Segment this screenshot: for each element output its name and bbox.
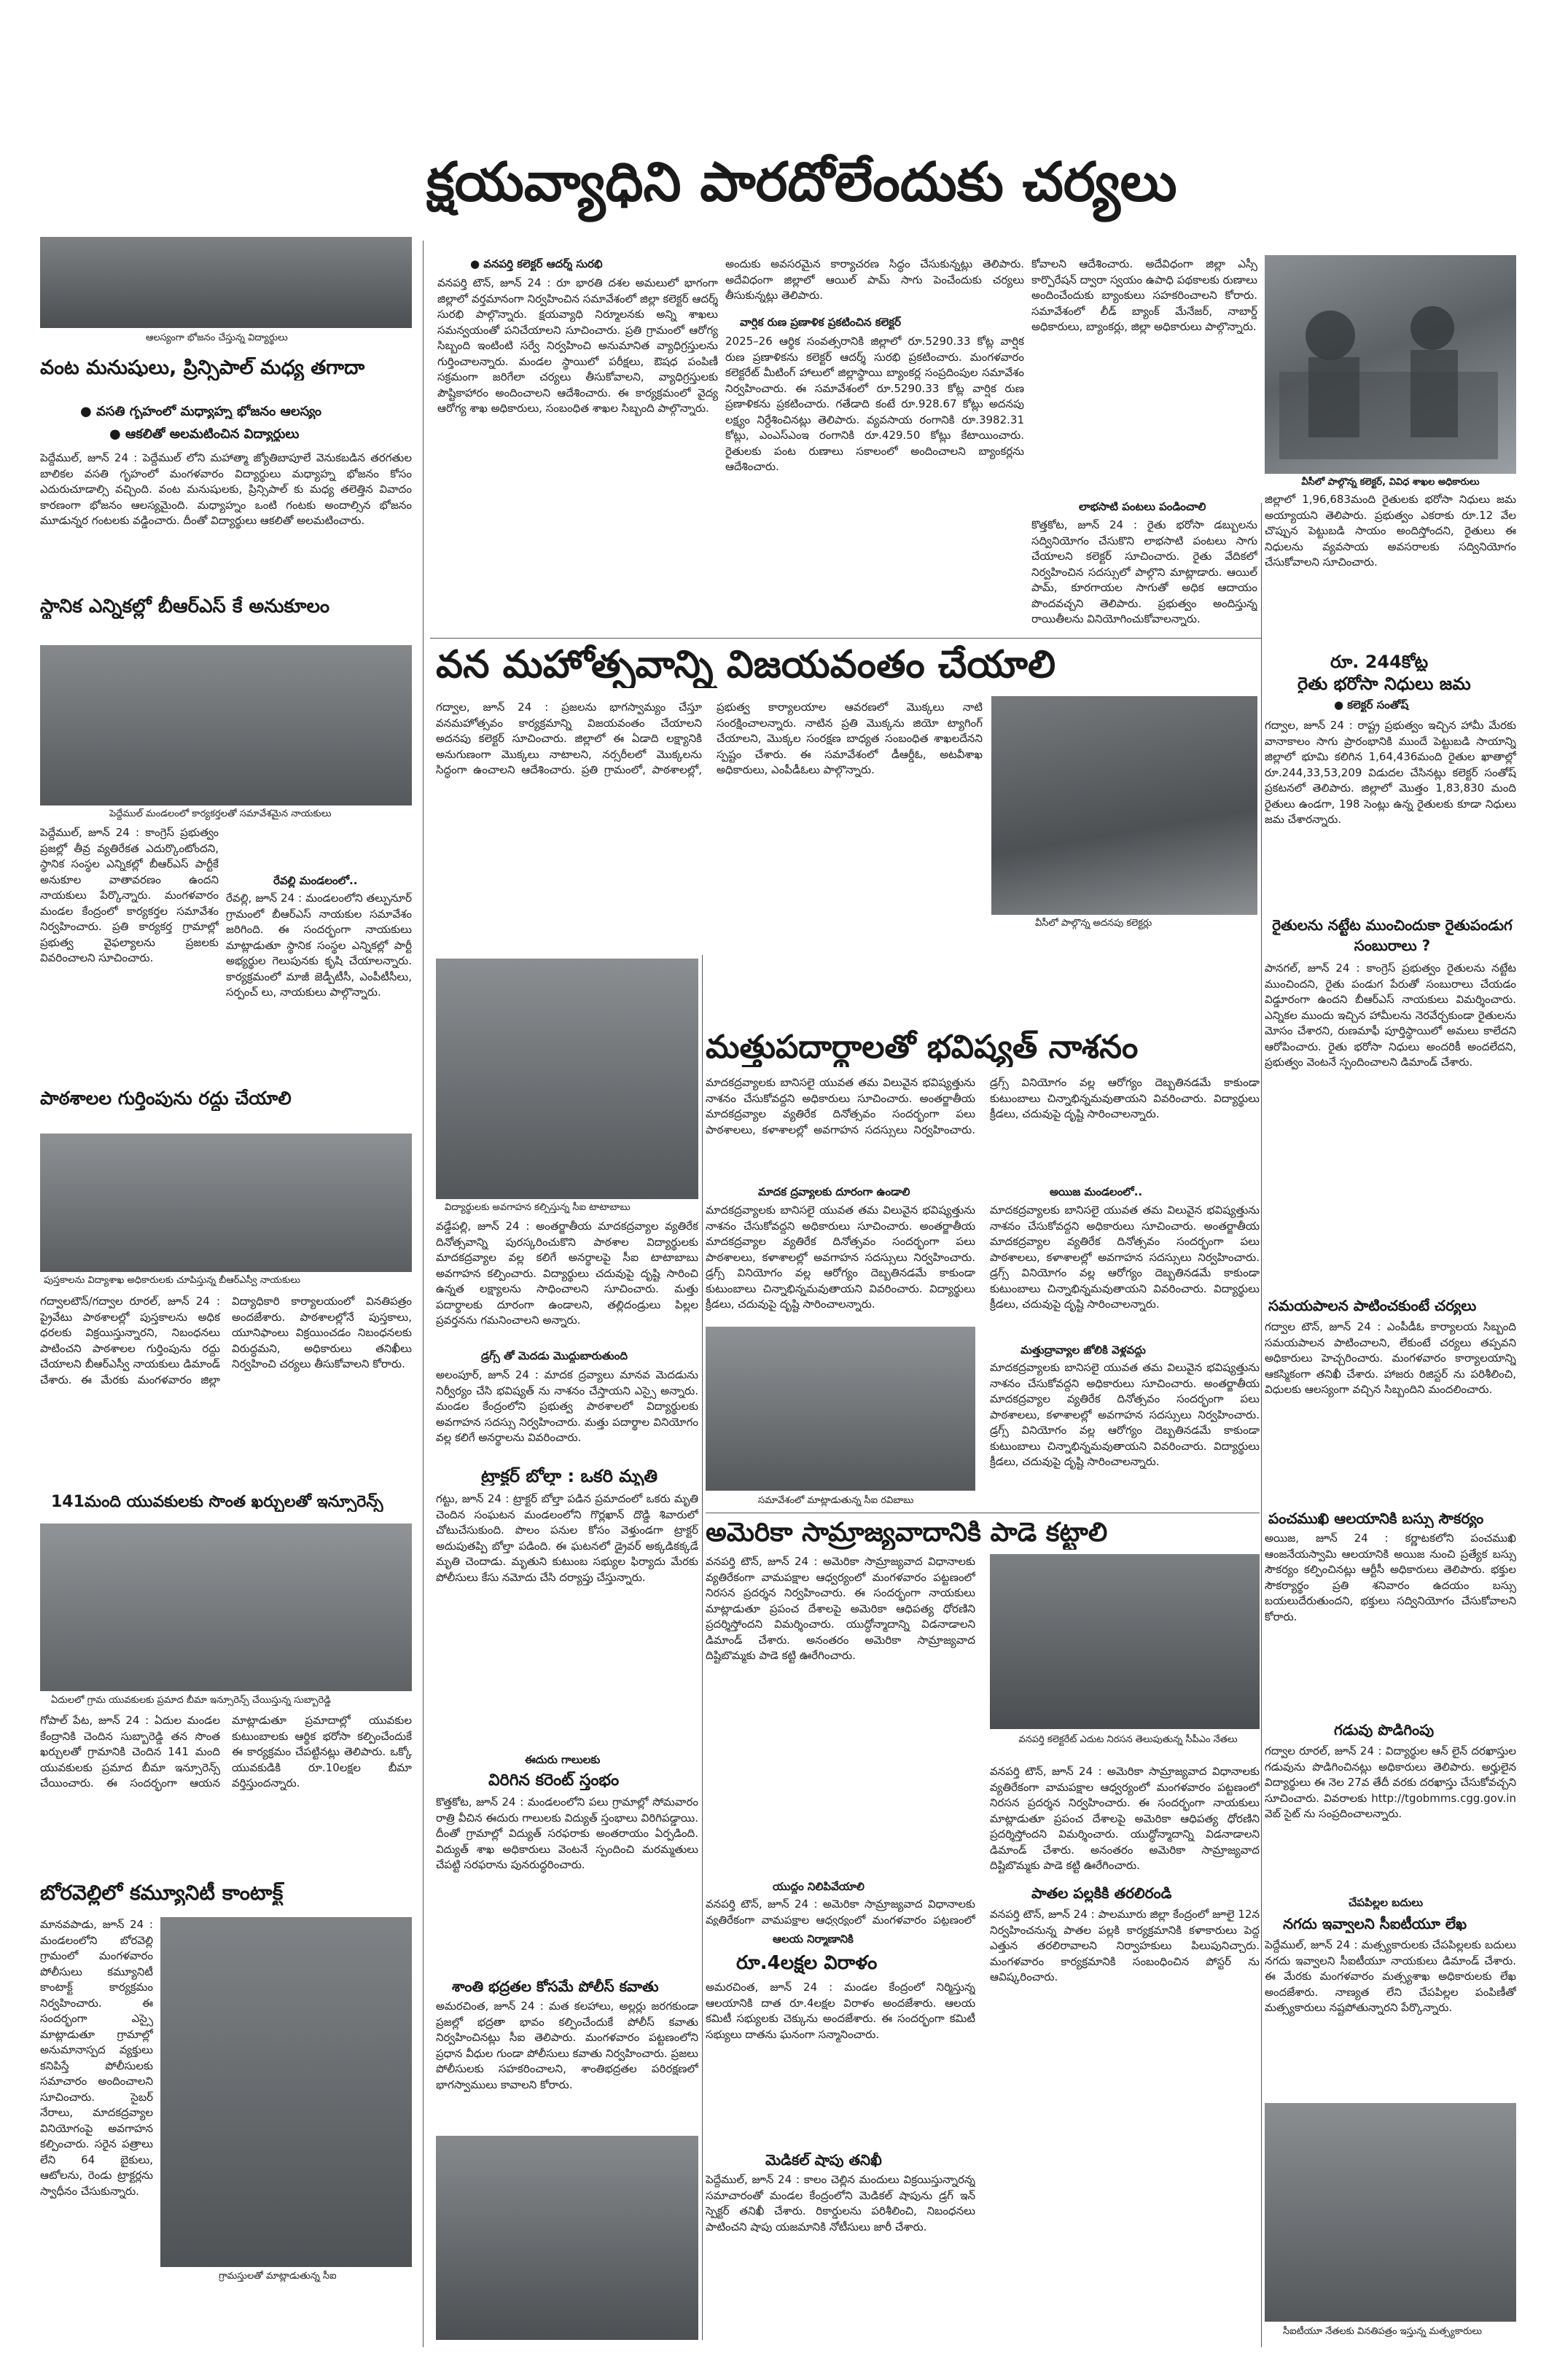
photo-brsv-books bbox=[40, 1134, 412, 1272]
drugs-body-2: మాదకద్రవ్యాలకు బానిసలై యువత తమ విలువైన భవిష్యత్తును నాశనం చేసుకోవద్దని అధికారులు సూచించారు. అంతర్జాతీయ మాదకద్రవ్యాల వ్యతిరేక దినోత్సవం సందర్భంగా పలు పాఠశాలలు, కళాశాలల్లో అవగాహన సదస్సులు నిర్వహించారు. డ్రగ్స్ వినియోగం వల్ల ఆరోగ్యం దెబ్బతినడమే కాకుండా కుటుంబాలు చిన్నాభిన్నమవుతాయని వివరించారు. విద్యార్థులు క్రీడలు, చదువుపై దృష్టి సారించాలన్నారు. bbox=[706, 1203, 975, 1311]
photo-illustration bbox=[1265, 255, 1516, 474]
vanamahotsav-headline: వన మహోత్సవాన్ని విజయవంతం చేయాలి bbox=[436, 643, 1056, 687]
photo-community-contact bbox=[160, 1917, 412, 2267]
ci-body: వడ్డేపల్లి, జూన్ 24 : అంతర్జాతీయ మాదకద్రవ్యాల వ్యతిరేక దినోత్సవాన్ని పురస్కరించుకొని పాఠశాల విద్యార్థులకు మాదకద్రవ్యాల వల్ల కలిగే అనర్థాలపై సీఐ టాటాబాబు అవగాహన కల్పించారు. విద్యార్థులు చదువుపై దృష్టి సారించి ఉన్నత లక్ష్యాలను సాధించాలని సూచించారు. మత్తు పదార్థాలకు దూరంగా ఉండాలని, తల్లిదండ్రులు పిల్లల ప్రవర్తనను గమనించాలని అన్నారు. bbox=[436, 1220, 698, 1327]
photo-citu bbox=[1265, 2103, 1516, 2322]
rythu-body-2: గద్వాల, జూన్ 24 : రాష్ట్ర ప్రభుత్వం ఇచ్చిన హామీ మేరకు వానాకాలం సాగు ప్రారంభానికి ముందే పెట్టుబడి సాయాన్ని జిల్లాలో భూమి కలిగిన 1,64,436మంది రైతుల ఖాతాల్లో రూ.244,33,53,209 విడుదల చేసినట్లు కలెక్టర్ సంతోష్ ప్రకటనలో తెలిపారు. జిల్లాలో మొత్తం 1,83,830 మంది రైతులు ఉండగా, 198 సెంట్లు ఉన్న రైతులకు కూడా నిధులు జమ చేశారన్నారు. bbox=[1265, 719, 1516, 826]
photo-cpm-protest bbox=[990, 1554, 1260, 1729]
drugs-sub-3: మత్తుద్రావ్యాల జోలికి వెళ్లవద్దు bbox=[1021, 1343, 1146, 1357]
palki-headline: పాతల పల్లకికి తరలిరండి bbox=[1031, 1884, 1172, 1902]
drugs-body-3: మాదకద్రవ్యాలకు బానిసలై యువత తమ విలువైన భవిష్యత్తును నాశనం చేసుకోవద్దని అధికారులు సూచించారు. అంతర్జాతీయ మాదకద్రవ్యాల వ్యతిరేక దినోత్సవం సందర్భంగా పలు పాఠశాలలు, కళాశాలల్లో అవగాహన సదస్సులు నిర్వహించారు. డ్రగ్స్ వినియోగం వల్ల ఆరోగ్యం దెబ్బతినడమే కాకుండా కుటుంబాలు చిన్నాభిన్నమవుతాయని వివరించారు. విద్యార్థులు క్రీడలు, చదువుపై దృష్టి సారించాలన్నారు. bbox=[990, 1203, 1260, 1311]
drugs-headline: మత్తుపదార్థాలతో భవిష్యత్ నాశనం bbox=[706, 1029, 1139, 1066]
america-headline: అమెరికా సామ్రాజ్యవాదానికి పాడె కట్టాలి bbox=[706, 1518, 1108, 1548]
column-divider bbox=[423, 241, 424, 2347]
photo-caption-community: గ్రామస్తులతో మాట్లాడుతున్న సీఐ bbox=[219, 2271, 337, 2282]
pole-headline: విరిగిన కరెంట్ స్తంభం bbox=[488, 1771, 620, 1790]
photo-party-meeting bbox=[40, 645, 412, 805]
photo-ci-students bbox=[436, 959, 698, 1199]
drugs-body-4: మాదకద్రవ్యాలకు బానిసలై యువత తమ విలువైన భవిష్యత్తును నాశనం చేసుకోవద్దని అధికారులు సూచించారు. అంతర్జాతీయ మాదకద్రవ్యాల వ్యతిరేక దినోత్సవం సందర్భంగా పలు పాఠశాలలు, కళాశాలల్లో అవగాహన సదస్సులు నిర్వహించారు. డ్రగ్స్ వినియోగం వల్ల ఆరోగ్యం దెబ్బతినడమే కాకుండా కుటుంబాలు చిన్నాభిన్నమవుతాయని వివరించారు. విద్యార్థులు క్రీడలు, చదువుపై దృష్టి సారించాలన్నారు. bbox=[990, 1361, 1260, 1468]
photo-police-parade bbox=[436, 2136, 698, 2340]
vanamahotsav-body: గద్వాల, జూన్ 24 : ప్రజలను భాగస్వామ్యం చేస్తూ వనమహోత్సవం కార్యక్రమాన్ని విజయవంతం చేయాలని అదనపు కలెక్టర్ సూచించారు. జిల్లాలో ఈ ఏడాది లక్ష్యానికి అనుగుణంగా మొక్కలు నాటాలని, నర్సరీలలో మొక్కలను సిద్ధంగా ఉంచాలని ఆదేశించారు. ప్రతి గ్రామంలో, పాఠశాలల్లో, ప్రభుత్వ కార్యాలయాల ఆవరణలో మొక్కలు నాటి సంరక్షించాలన్నారు. నాటిన ప్రతి మొక్కను జియో ట్యాగింగ్ చేయాలని, మొక్కల సంరక్షణ బాధ్యత సంబంధిత శాఖలదేనని స్పష్టం చేశారు. ఈ సమావేశంలో డీఆర్డీఓ, అటవీశాఖ అధికారులు, ఎంపీడీఓలు పాల్గొన్నారు. bbox=[436, 701, 983, 776]
medical-shop-headline: మెడికల్ షాపు తనిఖీ bbox=[765, 2151, 882, 2169]
war-body: వనపర్తి టౌన్, జూన్ 24 : అమెరికా సామ్రాజ్యవాద విధానాలకు వ్యతిరేకంగా వామపక్షాల ఆధ్వర్యంలో మంగళవారం పట్టణంలో bbox=[706, 1897, 975, 1926]
drugs-sub-1: మాదక ద్రవ్యాలకు దూరంగా ఉండాలి bbox=[758, 1185, 910, 1198]
rythu-headline: రైతు భరోసా నిధులు జమ bbox=[1298, 674, 1471, 693]
photo-caption-right: వీసీలో పాల్గొన్న కలెక్టర్, వివిధ శాఖల అధికారులు bbox=[1301, 477, 1480, 488]
top-story-body-4: కోవాలని ఆదేశించారు. అదేవిధంగా జిల్లా ఎస్సీ కార్పొరేషన్ ద్వారా స్వయం ఉపాధి పథకాలకు రుణాలు అందించేందుకు బ్యాంకులు సహకరించాలని కోరారు. సమావేశంలో లీడ్ బ్యాంక్ మేనేజర్, నాబార్డ్ అధికారులు, బ్యాంకర్లు, జిల్లా అధికారులు పాల్గొన్నారు. bbox=[1031, 257, 1257, 333]
wind-kicker: ఈదురు గాలులకు bbox=[525, 1753, 601, 1766]
rythu-festival-body: పానగల్, జూన్ 24 : కాంగ్రెస్ ప్రభుత్వం రైతులను నట్టేట ముంచిందని, రైతు పండుగ పేరుతో సంబురాలు చేయడం విడ్డూరంగా ఉందని బీఆర్ఎస్ నాయకులు విమర్శించారు. ఎన్నికల ముందు ఇచ్చిన హామీలను నెరవేర్చకుండా రైతులను మోసం చేశారని, రుణమాఫీ పూర్తిస్థాయిలో అమలు కాలేదని ఆరోపించారు. రైతు భరోసా నిధులు అందరికీ అందలేదని, ప్రభుత్వం వెంటనే స్పందించాలని డిమాండ్ చేశారు. bbox=[1265, 961, 1516, 1069]
photo-caption-hostel: ఆలస్యంగా భోజనం చేస్తున్న విద్యార్థులు bbox=[146, 332, 288, 343]
palki-body: వనపర్తి టౌన్, జూన్ 24 : పాలమూరు జిల్లా కేంద్రంలో జూలై 12న నిర్వహించనున్న పాతల పల్లకి కార్యక్రమానికి కళాకారులు పెద్ద ఎత్తున తరలిరావాలని నిర్వాహకులు పిలుపునిచ్చారు. మంగళవారం కార్యక్రమానికి సంబంధించిన పోస్టర్ ను ఆవిష్కరించారు. bbox=[990, 1908, 1260, 1983]
photo-hostel-students bbox=[40, 237, 412, 328]
top-story-subheading: వార్షిక రుణ ప్రణాళిక ప్రకటించిన కలెక్టర్ bbox=[740, 316, 901, 329]
photo-tb-screening bbox=[1265, 255, 1516, 474]
school-recognition-headline: పాఠశాలల గుర్తింపును రద్దు చేయాలి bbox=[40, 1088, 292, 1109]
photo-caption-insurance: ఏదులలో గ్రామ యువకులకు ప్రమాద బీమా ఇన్సూరెన్స్ చేయిస్తున్న సుబ్బారెడ్డి bbox=[51, 1695, 331, 1706]
deadline-body: గద్వాల రూరల్, జూన్ 24 : విద్యార్థుల ఆన్ లైన్ దరఖాస్తుల గడువును పొడిగించినట్లు అధికారులు తెలిపారు. అర్హులైన విద్యార్థులు ఈ నెల 27వ తేదీ వరకు దరఖాస్తు చేసుకోవచ్చని సూచించారు. వివరాలకు http://tgobmms.cgg.gov.in వెబ్ సైట్ ను సంప్రదించాలన్నారు. bbox=[1265, 1744, 1516, 1820]
parade-headline: శాంతి భద్రతల కోసమే పోలీస్ కవాతు bbox=[452, 1978, 659, 1995]
photo-insurance bbox=[40, 1523, 412, 1691]
drugs-body: మాదకద్రవ్యాలకు బానిసలై యువత తమ విలువైన భవిష్యత్తును నాశనం చేసుకోవద్దని అధికారులు సూచించారు. అంతర్జాతీయ మాదకద్రవ్యాల వ్యతిరేక దినోత్సవం సందర్భంగా పలు పాఠశాలలు, కళాశాలల్లో అవగాహన సదస్సులు నిర్వహించారు. డ్రగ్స్ వినియోగం వల్ల ఆరోగ్యం దెబ్బతినడమే కాకుండా కుటుంబాలు చిన్నాభిన్నమవుతాయని వివరించారు. విద్యార్థులు క్రీడలు, చదువుపై దృష్టి సారించాలన్నారు. bbox=[706, 1076, 1260, 1136]
profitable-crops-body: కొత్తకోట, జూన్ 24 : రైతు భరోసా డబ్బులను సద్వినియోగం చేసుకొని లాభసాటి పంటలు సాగు చేయాలని కలెక్టర్ సూచించారు. రైతు వేదికలో నిర్వహించిన సదస్సులో పాల్గొని మాట్లాడారు. ఆయిల్ పామ్, కూరగాయల సాగుతో అధిక ఆదాయం పొందవచ్చని తెలిపారు. ప్రభుత్వం అందిస్తున్న రాయితీలను వినియోగించుకోవాలన్నారు. bbox=[1031, 518, 1257, 625]
photo-vc-meeting bbox=[991, 696, 1257, 915]
section-divider bbox=[430, 638, 1261, 639]
drugs-sub-2: అయిజ మండలంలో.. bbox=[1050, 1185, 1143, 1198]
pole-body: కొత్తకోట, జూన్ 24 : మండలంలోని పలు గ్రామాల్లో సోమవారం రాత్రి వీచిన ఈదురు గాలులకు విద్యుత్ స్తంభాలు విరిగిపడ్డాయి. దీంతో గ్రామాల్లో విద్యుత్ సరఫరాకు అంతరాయం ఏర్పడింది. విద్యుత్ శాఖ అధికారులు వెంటనే స్పందించి మరమ్మతులు చేపట్టి సరఫరాను పునరుద్ధరించారు. bbox=[436, 1795, 698, 1871]
party-body: పెద్దేముల్, జూన్ 24 : కాంగ్రెస్ ప్రభుత్వం ప్రజల్లో తీవ్ర వ్యతిరేకత ఎదుర్కొంటోందని, స్థానిక సంస్థల ఎన్నికల్లో బీఆర్ఎస్ పార్టీకే అనుకూల వాతావరణం ఉందని నాయకులు పేర్కొన్నారు. మంగళవారం మండల కేంద్రంలో కార్యకర్తల సమావేశం నిర్వహించారు. ప్రతి కార్యకర్త గ్రామాల్లో ప్రభుత్వ వైఫల్యాలను ప్రజలకు వివరించాలని సూచించారు. bbox=[40, 826, 219, 964]
tractor-body: గట్టు, జూన్ 24 : ట్రాక్టర్ బోల్తా పడిన ప్రమాదంలో ఒకరు మృతి చెందిన సంఘటన మండలంలోని గొర్లఖాన్ దొడ్డి శివారులో చోటుచేసుకుంది. పొలం పనుల కోసం వెళ్తుండగా ట్రాక్టర్ అదుపుతప్పి బోల్తా పడింది. ఈ ఘటనలో డ్రైవర్ అక్కడికక్కడే మృతి చెందాడు. మృతుని కుటుంబ సభ్యుల ఫిర్యాదు మేరకు పోలీసులు కేసు నమోదు చేసి దర్యాప్తు చేస్తున్నారు. bbox=[436, 1492, 698, 1584]
brain-kicker: డ్రగ్స్ తో మెదడు మొద్దుబారుతుంది bbox=[481, 1349, 628, 1362]
hostel-bullet-1: ● వసతి గృహంలో మధ్యాహ్న భోజనం ఆలస్యం bbox=[80, 405, 322, 419]
rythu-festival-headline: రైతులను నట్టేట ముంచిందుకా రైతుపండుగ సంబురాలు ? bbox=[1272, 916, 1513, 954]
parade-body: అమరచింత, జూన్ 24 : మత కలహాలు, అల్లర్లు జరగకుండా ప్రజల్లో భద్రతా భావం కల్పించేందుకే పోలీస్ కవాతు నిర్వహించినట్లు సీఐ తెలిపారు. మంగళవారం పట్టణంలోని ప్రధాన వీధుల గుండా పోలీసులు కవాతు నిర్వహించారు. ప్రజలు పోలీసులకు సహకరించాలని, శాంతిభద్రతల పరిరక్షణలో భాగస్వాములు కావాలని కోరారు. bbox=[436, 1999, 698, 2091]
temple-kicker: ఆలయ నిర్మాణానికి bbox=[773, 1932, 854, 1946]
insurance-headline: 141మంది యువకులకు సొంత ఖర్చులతో ఇన్సూరెన్స్ bbox=[51, 1493, 383, 1511]
profitable-crops-headline: లాభసాటి పంటలు పండించాలి bbox=[1079, 500, 1206, 513]
photo-caption-citu: సీఐటీయూ నేతలకు వినతిపత్రం ఇస్తున్న మత్స్యకారులు bbox=[1283, 2326, 1483, 2337]
deadline-headline: గడువు పొడిగింపు bbox=[1334, 1721, 1435, 1739]
fish-body: పెద్దేముల్, జూన్ 24 : మత్స్యకారులకు చేపపిల్లలకు బదులు నగదు ఇవ్వాలని సీఐటీయూ నాయకులు డిమాండ్ చేశారు. ఈ మేరకు మంగళవారం మత్స్యశాఖ అధికారులకు లేఖ అందజేశారు. నాణ్యత లేని చేపపిల్లల పంపిణీతో మత్స్యకారులు నష్టపోతున్నారని పేర్కొన్నారు. bbox=[1265, 1938, 1516, 2014]
tractor-headline: ట్రాక్టర్ బోల్తా : ఒకరి మృతి bbox=[481, 1467, 657, 1486]
top-story-body-2: అందుకు అవసరమైన కార్యాచరణ సిద్ధం చేసుకున్నట్లు తెలిపారు. అదేవిధంగా జిల్లాలో ఆయిల్ పామ్ సాగు పెంచేందుకు చర్యలు తీసుకున్నట్లు తెలిపారు. bbox=[725, 257, 1024, 302]
brain-body: అలంపూర్, జూన్ 24 : మాదక ద్రవ్యాలు మానవ మెదడును నిర్వీర్యం చేసి భవిష్యత్ ను నాశనం చేస్తాయని ఎస్సై అన్నారు. మండల కేంద్రంలోని ప్రభుత్వ పాఠశాలలో విద్యార్థులకు అవగాహన సదస్సు నిర్వహించారు. మత్తు పదార్థాల వినియోగం వల్ల కలిగే అనర్థాలను వివరించారు. bbox=[436, 1368, 698, 1444]
top-story-body-1: వనపర్తి టౌన్, జూన్ 24 : రూ భారతి దశల అమలులో భాగంగా జిల్లాలో వర్తమానంగా నిర్వహించిన సమావేశంలో జిల్లా కలెక్టర్ ఆదర్శ్ సురభి పాల్గొన్నారు. క్షయవ్యాధి నిర్మూలనకు అన్ని శాఖలు సమన్వయంతో పనిచేయాలని సూచించారు. ప్రతి గ్రామంలో ఆరోగ్య సిబ్బంది ఇంటింటి సర్వే నిర్వహించి అనుమానిత వ్యాధిగ్రస్తులను గుర్తించాలన్నారు. మండల స్థాయిలో పరీక్షలు, ఔషధ పంపిణీ సక్రమంగా జరిగేలా చర్యలు తీసుకోవాలని, వ్యాధిగ్రస్తులకు పౌష్టికాహారం అందించాలని ఆదేశించారు. ఈ కార్యక్రమంలో వైద్య ఆరోగ్య శాఖ అధికారులు, సంబంధిత శాఖల సిబ్బంది పాల్గొన్నారు. bbox=[437, 276, 718, 415]
section-divider bbox=[702, 955, 703, 2340]
bus-headline: పంచముఖి ఆలయానికి బస్సు సౌకర్యం bbox=[1268, 1510, 1484, 1527]
fish-kicker: చేపపిల్లల బదులు bbox=[1349, 1896, 1424, 1909]
fish-headline: నగదు ఇవ్వాలని సీఐటీయూ లేఖ bbox=[1283, 1915, 1467, 1932]
war-subheading: యుద్ధం నిలిపివేయాలి bbox=[773, 1880, 865, 1893]
photo-caption-party: పెద్దేముల్ మండలంలో కార్యకర్తలతో సమావేశమైన నాయకులు bbox=[109, 808, 332, 819]
community-contact-body: మానవపాడు, జూన్ 24 : మండలంలోని బోరవెల్లి గ్రామంలో మంగళవారం పోలీసులు కమ్యూనిటీ కాంటాక్ట్ కార్యక్రమం నిర్వహించారు. ఈ సందర్భంగా ఎస్సై మాట్లాడుతూ గ్రామాల్లో అనుమానాస్పద వ్యక్తులు కనిపిస్తే పోలీసులకు సమాచారం అందించాలని సూచించారు. సైబర్ నేరాలు, మాదకద్రవ్యాల వినియోగంపై అవగాహన కల్పించారు. సరైన పత్రాలు లేని 64 బైకులు, ఆటోలను, రెండు ట్రాక్టర్లను స్వాధీనం చేసుకున్నారు. bbox=[40, 1918, 153, 2198]
top-story-byline: ● వనపర్తి కలెక్టర్ ఆదర్శ్ సురభి bbox=[470, 257, 603, 270]
medical-shop-body: పెద్దేముల్, జూన్ 24 : కాలం చెల్లిన మందులు విక్రయిస్తున్నారన్న సమాచారంతో మండల కేంద్రంలోని మెడికల్ షాపును డ్రగ్ ఇన్ స్పెక్టర్ తనిఖీ చేశారు. రికార్డులను పరిశీలించి, నిబంధనలు పాటించని షాపు యజమానికి నోటీసులు జారీ చేశారు. bbox=[706, 2173, 975, 2233]
photo-caption-cpm: వనపర్తి కలెక్టరేట్ ఎదుట నిరసన తెలుపుతున్న సీపీఎం నేతలు bbox=[1018, 1734, 1238, 1745]
donation-body: అమరచింత, జూన్ 24 : మండల కేంద్రంలో నిర్మిస్తున్న ఆలయానికి దాత రూ.4లక్షల విరాళం అందజేశారు. ఆలయ కమిటీ సభ్యులకు చెక్కును అందజేశారు. ఈ సందర్భంగా కమిటీ సభ్యులు దాతను ఘనంగా సన్మానించారు. bbox=[706, 1981, 975, 2041]
photo-caption-books: పుస్తకాలను విద్యాశాఖ అధికారులకు చూపిస్తున్న బీఆర్ఎస్వీ నాయకులు bbox=[44, 1275, 300, 1286]
photo-caption-drugs: సమావేశంలో మాట్లాడుతున్న సీఐ రవిబాబు bbox=[758, 1495, 914, 1506]
bus-body: అయిజ, జూన్ 24 : కర్ణాటకలోని పంచముఖి ఆంజనేయస్వామి ఆలయానికి అయిజ నుంచి ప్రత్యేక బస్సు సౌకర్యం కల్పించినట్లు ఆర్టీసీ అధికారులు తెలిపారు. భక్తుల సౌకర్యార్థం ప్రతి శనివారం ఉదయం బస్సు బయలుదేరుతుందని, భక్తులు సద్వినియోగం చేసుకోవాలని కోరారు. bbox=[1265, 1532, 1516, 1623]
america-body: వనపర్తి టౌన్, జూన్ 24 : అమెరికా సామ్రాజ్యవాద విధానాలకు వ్యతిరేకంగా వామపక్షాల ఆధ్వర్యంలో మంగళవారం పట్టణంలో నిరసన ప్రదర్శన నిర్వహించారు. ఈ సందర్భంగా నాయకులు మాట్లాడుతూ ప్రపంచ దేశాలపై అమెరికా ఆధిపత్య ధోరణిని ప్రదర్శిస్తోందని విమర్శించారు. యుద్ధోన్మాదాన్ని విడనాడాలని డిమాండ్ చేశారు. అనంతరం అమెరికా సామ్రాజ్యవాద దిష్టిబొమ్మకు పాడె కట్టి ఊరేగించారు. bbox=[706, 1555, 975, 1662]
revalli-body: రేవల్లి, జూన్ 24 : మండలంలోని తల్పునూర్ గ్రామంలో బీఆర్ఎస్ నాయకుల సమావేశం జరిగింది. ఈ సందర్భంగా నాయకులు మాట్లాడుతూ స్థానిక సంస్థల ఎన్నికల్లో పార్టీ అభ్యర్థుల గెలుపునకు కృషి చేయాలన్నారు. కార్యక్రమంలో మాజీ జెడ్పీటీసీ, ఎంపీటీసీలు, సర్పంచ్ లు, నాయకులు పాల్గొన్నారు. bbox=[226, 891, 412, 999]
insurance-body: గోపాల్ పేట, జూన్ 24 : ఏదుల మండల కేంద్రానికి చెందిన సుబ్బారెడ్డి తన సొంత ఖర్చులతో గ్రామానికి చెందిన 141 మంది యువకులకు ప్రమాద బీమా ఇన్సూరెన్స్ చేయించారు. ఈ సందర్భంగా ఆయన మాట్లాడుతూ ప్రమాదాల్లో యువకుల కుటుంబాలకు ఆర్థిక భరోసా కల్పించేందుకే ఈ కార్యక్రమం చేపట్టినట్లు తెలిపారు. ఒక్కో యువకుడికి రూ.10లక్షల బీమా వర్తిస్తుందన్నారు. bbox=[40, 1714, 412, 1790]
rythu-body-1: జిల్లాలో 1,96,683మంది రైతులకు భరోసా నిధులు జమ అయ్యాయని తెలిపారు. ప్రభుత్వం ఎకరాకు రూ.12 వేల చొప్పున పెట్టుబడి సాయం అందిస్తోందని, రైతులు ఈ నిధులను వ్యవసాయ అవసరాలకు సద్వినియోగం చేసుకోవాలని సూచించారు. bbox=[1265, 493, 1516, 569]
photo-drugs-awareness bbox=[706, 1327, 975, 1491]
column-divider bbox=[1261, 503, 1262, 2347]
hostel-body: పెద్దేముల్, జూన్ 24 : పెద్దేముల్ లోని మహాత్మా జ్యోతిబాపూలే వెనుకబడిన తరగతుల బాలికల వసతి గృహంలో మంగళవారం విద్యార్థులు మధ్యాహ్న భోజనం కోసం ఎదురుచూడాల్సి వచ్చింది. వంట మనుషులకు, ప్రిన్సిపాల్ కు మధ్య తలెత్తిన వివాదం కారణంగా భోజనం ఆలస్యమైంది. మధ్యాహ్నం ఒంటి గంటకు అందాల్సిన భోజనం మూడున్నర గంటలకు వడ్డించారు. దీంతో విద్యార్థులు ఆకలితో అలమటించారు. bbox=[40, 451, 412, 527]
rythu-amount: రూ. 244కోట్ల bbox=[1330, 652, 1429, 671]
photo-caption-ci: విద్యార్థులకు అవగాహన కల్పిస్తున్న సీఐ టాటాబాబు bbox=[445, 1202, 631, 1213]
hostel-bullet-2: ● ఆకలితో అలమటించిన విద్యార్థులు bbox=[109, 427, 300, 442]
community-contact-headline: బోరవెల్లిలో కమ్యూనిటీ కాంటాక్ట్ bbox=[40, 1881, 284, 1905]
local-election-headline: స్థానిక ఎన్నికల్లో బీఆర్ఎస్ కే అనుకూలం bbox=[40, 596, 330, 617]
time-discipline-headline: సమయపాలన పాటించకుంటే చర్యలు bbox=[1268, 1297, 1477, 1314]
top-story-body-3: 2025–26 ఆర్థిక సంవత్సరానికి జిల్లాలో రూ.5290.33 కోట్ల వార్షిక రుణ ప్రణాళికను కలెక్టర్ ఆదర్శ్ సురభి ప్రకటించారు. మంగళవారం కలెక్టరేట్ మీటింగ్ హాలులో జిల్లాస్థాయి బ్యాంకర్ల సంప్రదింపుల సమావేశం నిర్వహించారు. ఈ సమావేశంలో రూ.5290.33 కోట్ల వార్షిక రుణ ప్రణాళికను ప్రకటించారు. గతేడాది కంటే రూ.928.67 కోట్లు అదనపు లక్ష్యం నిర్దేశించినట్లు తెలిపారు. వ్యవసాయ రంగానికి రూ.3982.31 కోట్లు, ఎంఎస్ఎంఇ రంగానికి రూ.429.50 కోట్లు కేటాయించారు. రైతులకు పంట రుణాలు సకాలంలో అందించాలని బ్యాంకర్లను ఆదేశించారు. bbox=[725, 335, 1024, 473]
revalli-subheading: రేవల్లి మండలంలో.. bbox=[273, 874, 358, 887]
america-body-2: వనపర్తి టౌన్, జూన్ 24 : అమెరికా సామ్రాజ్యవాద విధానాలకు వ్యతిరేకంగా వామపక్షాల ఆధ్వర్యంలో మంగళవారం పట్టణంలో నిరసన ప్రదర్శన నిర్వహించారు. ఈ సందర్భంగా నాయకులు మాట్లాడుతూ ప్రపంచ దేశాలపై అమెరికా ఆధిపత్య ధోరణిని ప్రదర్శిస్తోందని విమర్శించారు. యుద్ధోన్మాదాన్ని విడనాడాలని డిమాండ్ చేశారు. అనంతరం అమెరికా సామ్రాజ్యవాద దిష్టిబొమ్మకు పాడె కట్టి ఊరేగించారు. bbox=[990, 1765, 1260, 1872]
donation-headline: రూ.4లక్షల విరాళం bbox=[736, 1952, 878, 1974]
rythu-byline: ● కలెక్టర్ సంతోష్ bbox=[1334, 698, 1409, 711]
time-discipline-body: గద్వాల టౌన్, జూన్ 24 : ఎంపీడీఓ కార్యాలయ సిబ్బంది సమయపాలన పాటించాలని, లేకుంటే చర్యలు తప్పవని అధికారులు హెచ్చరించారు. మంగళవారం కార్యాలయాన్ని ఆకస్మికంగా తనిఖీ చేశారు. హాజరు రిజిస్టర్ ను పరిశీలించి, విధులకు ఆలస్యంగా వచ్చిన సిబ్బందిని మందలించారు. bbox=[1265, 1320, 1516, 1396]
books-body: గద్వాలటౌన్/గద్వాల రూరల్, జూన్ 24 : ప్రైవేటు పాఠశాలల్లో పుస్తకాలను అధిక ధరలకు విక్రయిస్తున్నారని, నిబంధనలు పాటించని పాఠశాలల గుర్తింపును రద్దు చేయాలని బీఆర్ఎస్వీ నాయకులు డిమాండ్ చేశారు. ఈ మేరకు మంగళవారం జిల్లా విద్యాధికారి కార్యాలయంలో వినతిపత్రం అందజేశారు. పాఠశాలల్లోనే పుస్తకాలు, యూనిఫాంలు విక్రయించడం నిబంధనలకు విరుద్ధమని, అధికారులు తనిఖీలు నిర్వహించి చర్యలు తీసుకోవాలని కోరారు. bbox=[40, 1295, 412, 1386]
top-story-headline: క్షయవ్యాధిని పారదోలేందుకు చర్యలు bbox=[426, 151, 1177, 214]
photo-caption-vc: వీసీలో పాల్గొన్న అదనపు కలెక్టర్లు bbox=[1035, 918, 1152, 929]
hostel-headline: వంట మనుషులు, ప్రిన్సిపాల్ మధ్య తగాదా bbox=[40, 356, 365, 379]
